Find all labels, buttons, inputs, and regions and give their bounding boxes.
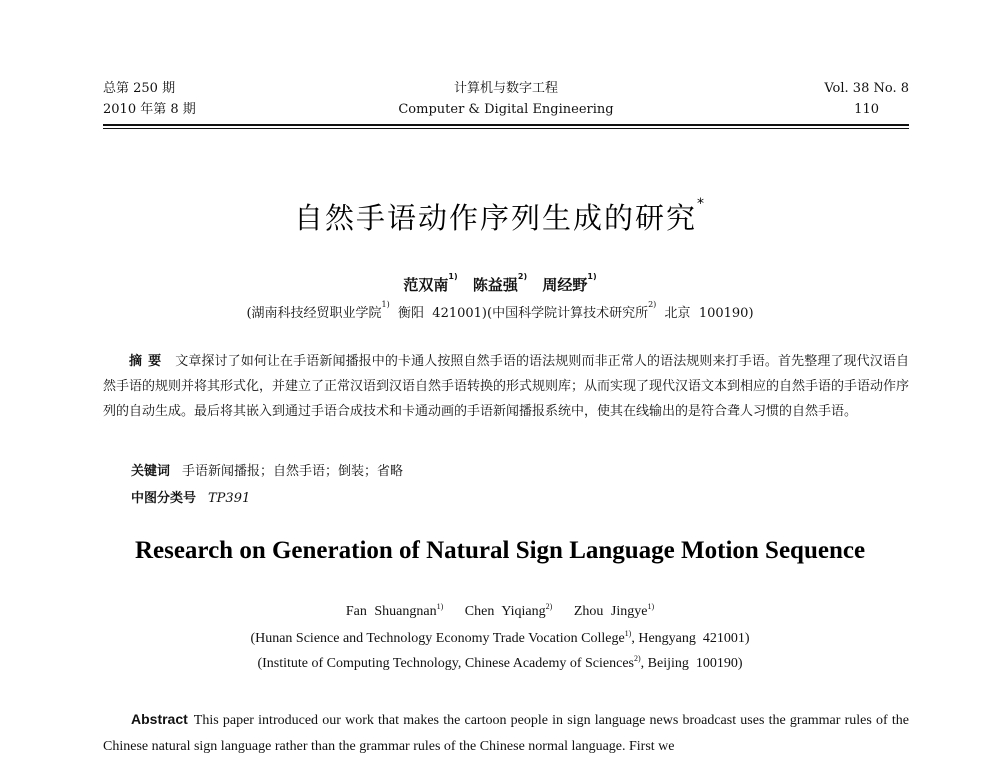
abstract-cn-text: 文章探讨了如何让在手语新闻播报中的卡通人按照自然手语的语法规则而非正常人的语法规则来打手语。首先整理了现代汉语自然手语的规则并将其形式化，并建立了正常汉语到汉语自然手语转换的形式规则库；从而实现了现代汉语文本到相应的自然手语的手语动作序列的自动生成。最后将其嵌入到通过手语合成技术和卡通动画的手语新闻播报系统中，使其在线输出的是符合聋人习惯的自然手语。 [103, 354, 910, 419]
author-cn-mark: 1) [587, 272, 597, 281]
authors-en [0, 604, 1000, 620]
page-number: 110 [854, 102, 879, 117]
affiliation-cn: (湖南科技经贸职业学院$^{1)}$ 衡阳 421001)(中国科学院计算技术研究所$^{2)}$ 北京 100190) [246, 300, 754, 321]
clc-value: TP391 [208, 491, 251, 506]
authors-cn [0, 274, 1000, 295]
author-cn-name: 周经野 [542, 276, 588, 294]
journal-name-en: Computer & Digital Engineering [398, 102, 614, 117]
abstract-cn [103, 349, 909, 424]
title-footnote-mark: * [697, 196, 706, 212]
author-cn-name: 陈益强 [472, 276, 518, 294]
volume-number: Vol. 38 No. 8 [824, 81, 909, 96]
title-en: Research on Generation of Natural Sign Language Motion Sequence [134, 537, 866, 564]
journal-name-cn: 计算机与数字工程 [453, 81, 558, 96]
keywords-cn-label: 关键词 [131, 464, 171, 479]
author-cn-mark: 1) [448, 272, 458, 281]
title-cn [0, 196, 1000, 237]
abstract-en-text: This paper introduced our work that makes the cartoon people in sign language news broadcast uses the grammar rules of the Chinese natural sign language rather than the grammar rules of the Chinese normal language. First we [103, 713, 909, 754]
author-cn [472, 272, 528, 294]
title-cn-text: 自然手语动作序列生成的研究 [293, 201, 697, 235]
author-en: Chen Yiqiang$^{2)}$ [464, 602, 553, 619]
affiliation-en: (Hunan Science and Technology Economy Trade Vocation College$^{1)}$, Hengyang 421001) [250, 629, 750, 646]
journal-name [103, 78, 909, 120]
abstract-en [103, 706, 909, 760]
author-cn-mark: 2) [517, 272, 528, 281]
author-en: Fan Shuangnan$^{1)}$ [345, 602, 444, 619]
clc-label: 中图分类号 [131, 491, 197, 506]
volume-info [824, 78, 909, 120]
abstract-en-label: Abstract [131, 711, 188, 727]
issue-date: 2010 年第 8 期 [103, 102, 196, 117]
author-cn-name: 范双南 [403, 276, 449, 294]
issue-total: 总第 250 期 [103, 81, 176, 96]
affiliation-en: (Institute of Computing Technology, Chinese Academy of Sciences$^{2)}$, Beijing 100190) [257, 654, 743, 671]
keywords-cn [131, 460, 403, 479]
header-rule-thick [103, 124, 909, 126]
keywords-cn-value: 手语新闻播报；自然手语；倒装；省略 [182, 464, 404, 479]
clc-number [131, 487, 250, 506]
author-en: Zhou Jingye$^{1)}$ [573, 602, 655, 619]
header-rule-thin [103, 128, 909, 129]
running-header [103, 78, 909, 120]
abstract-cn-label: 摘要 [129, 354, 168, 369]
author-cn [403, 272, 458, 294]
author-cn [542, 272, 597, 294]
